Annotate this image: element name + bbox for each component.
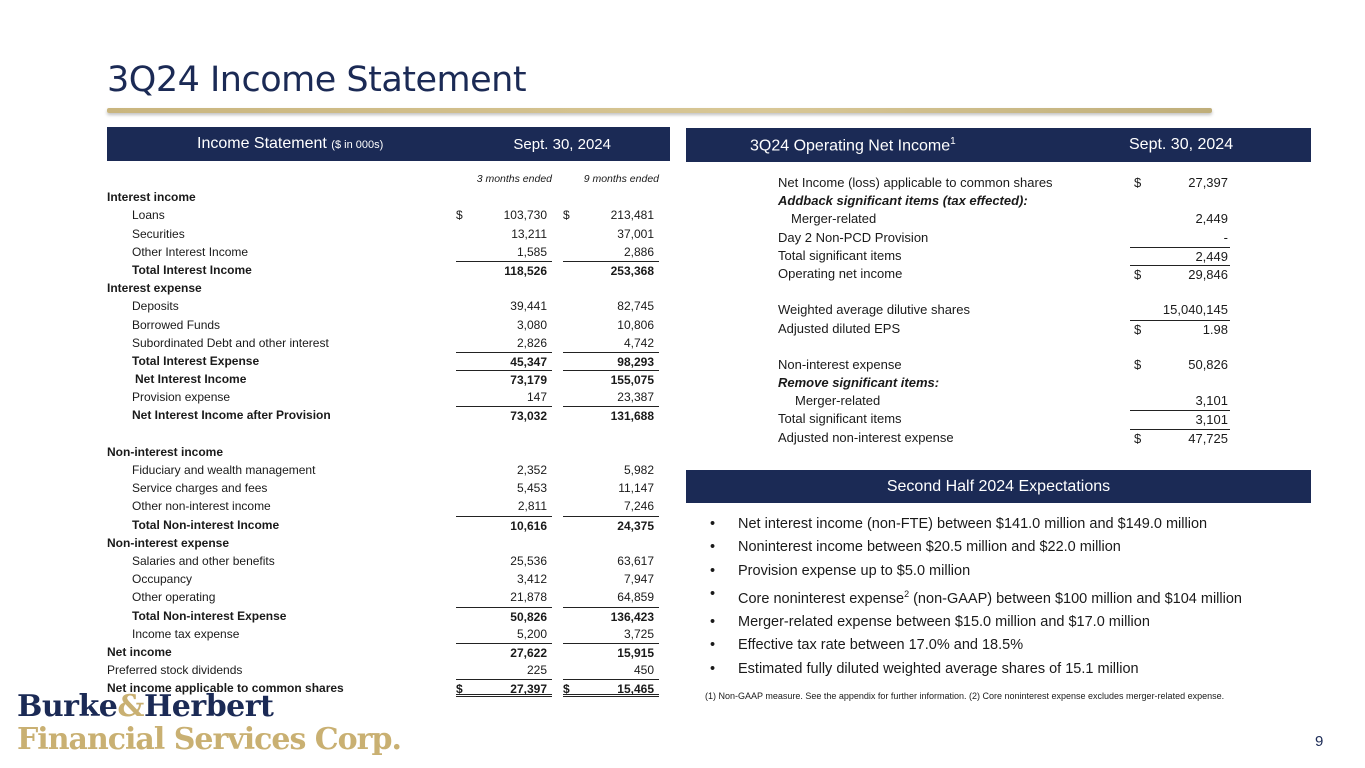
cell-value: 45,347 <box>510 354 547 369</box>
expectation-item: • Merger-related expense between $15.0 million and $17.0 million <box>710 611 1310 634</box>
value-9-months <box>563 497 659 515</box>
row-label: Occupancy <box>132 572 193 587</box>
expectation-text: Core noninterest expense <box>738 590 905 607</box>
operating-row <box>778 392 1230 410</box>
value-text: 3,101 <box>1195 412 1228 428</box>
logo-herbert: Herbert <box>143 689 274 724</box>
row-value <box>1130 192 1230 210</box>
logo-line-2: Financial Services Corp. <box>17 722 401 757</box>
row-label: Net income applicable to common shares <box>107 681 344 696</box>
income-statement-unit: ($ in 000s) <box>331 139 384 151</box>
cell-value: 2,811 <box>517 499 547 514</box>
operating-row <box>778 410 1230 428</box>
table-row <box>107 461 659 479</box>
expectation-item: • Provision expense up to $5.0 million <box>710 560 1310 583</box>
operating-row <box>778 192 1230 210</box>
value-9-months <box>563 352 659 370</box>
row-label: Weighted average dilutive shares <box>778 302 970 318</box>
value-9-months <box>563 188 659 206</box>
row-label: Merger-related <box>795 393 881 409</box>
table-row <box>107 261 659 279</box>
table-row <box>107 552 659 570</box>
operating-row <box>778 356 1230 374</box>
value-3-months <box>456 588 552 606</box>
table-row <box>107 388 659 406</box>
table-row <box>107 243 659 261</box>
company-logo <box>17 690 401 757</box>
value-9-months <box>563 443 659 461</box>
cell-value: 27,622 <box>510 645 547 660</box>
value-3-months <box>456 297 552 315</box>
operating-row <box>778 265 1230 283</box>
cell-value: 39,441 <box>510 299 547 314</box>
row-value <box>1130 210 1230 228</box>
cell-value: 2,826 <box>516 335 547 350</box>
row-value <box>1130 374 1230 392</box>
value-3-months <box>456 225 552 243</box>
cell-value: 15,915 <box>617 645 654 660</box>
row-label: Fiduciary and wealth management <box>132 463 316 477</box>
row-label: Merger-related <box>791 211 877 227</box>
table-row <box>107 316 659 334</box>
income-statement-date: Sept. 30, 2024 <box>513 135 611 153</box>
value-text: 1.98 <box>1202 321 1228 337</box>
row-value <box>1130 410 1230 428</box>
value-3-months <box>456 534 552 552</box>
row-label: Non-interest expense <box>778 356 902 372</box>
row-label: Non-interest income <box>107 444 224 459</box>
expectation-item <box>710 583 1310 611</box>
value-9-months <box>563 279 659 297</box>
value-3-months <box>456 461 552 479</box>
value-3-months <box>456 443 552 461</box>
value-3-months <box>456 479 552 497</box>
row-label: Total significant items <box>778 247 902 263</box>
row-label: Net Income (loss) applicable to common shares <box>778 175 1053 190</box>
row-label: Adjusted diluted EPS <box>778 320 901 336</box>
table-row <box>107 534 659 552</box>
table-row <box>107 570 659 588</box>
cell-value: 37,001 <box>617 226 654 241</box>
cell-value: 4,742 <box>623 335 654 350</box>
table-row <box>107 352 659 370</box>
expectation-item: • Estimated fully diluted weighted average shares of 15.1 million <box>710 658 1310 681</box>
row-label: Deposits <box>132 299 179 314</box>
row-label: Borrowed Funds <box>132 317 221 332</box>
row-label: Interest income <box>107 190 196 205</box>
cell-value: 155,075 <box>610 373 654 388</box>
cell-value: 2,352 <box>516 463 547 477</box>
row-label: Adjusted non-interest expense <box>778 429 954 445</box>
dollar-sign: $ <box>563 682 570 697</box>
value-9-months <box>563 261 659 279</box>
cell-value: 63,617 <box>617 553 654 568</box>
table-row <box>107 188 659 206</box>
row-label: Provision expense <box>132 390 231 405</box>
cell-value: 23,387 <box>617 390 654 405</box>
value-text: 47,725 <box>1188 430 1228 446</box>
dollar-sign: $ <box>456 682 463 697</box>
row-label: Other Interest Income <box>132 244 249 259</box>
value-3-months <box>456 388 552 406</box>
value-text: - <box>1223 229 1228 245</box>
logo-ampersand: & <box>117 689 144 724</box>
value-9-months <box>563 370 659 388</box>
table-row <box>107 334 659 352</box>
operating-income-title-text: 3Q24 Operating Net Income <box>750 137 951 155</box>
table-row <box>107 625 659 643</box>
income-statement-table <box>107 170 659 697</box>
cell-value: 50,826 <box>510 609 547 624</box>
operating-row <box>778 429 1230 447</box>
dollar-sign: $ <box>456 208 463 223</box>
value-text: 29,846 <box>1188 266 1228 282</box>
income-statement-header <box>107 127 670 161</box>
operating-income-date: Sept. 30, 2024 <box>1129 136 1234 153</box>
operating-row <box>778 338 1230 356</box>
value-9-months <box>563 334 659 352</box>
footnote-ref-2: 2 <box>904 588 910 599</box>
expectation-item: • Net interest income (non-FTE) between $141.0 million and $149.0 million <box>710 513 1310 536</box>
value-9-months <box>563 206 659 224</box>
row-label: Day 2 Non-PCD Provision <box>778 229 929 245</box>
dollar-sign: $ <box>1134 356 1142 372</box>
dollar-sign: $ <box>1134 266 1142 282</box>
income-statement-title <box>197 135 383 153</box>
table-row <box>107 425 659 443</box>
value-9-months <box>563 225 659 243</box>
footnote-ref-1: 1 <box>950 136 956 147</box>
cell-value: 25,536 <box>510 553 547 568</box>
value-9-months <box>563 607 659 625</box>
table-row <box>107 661 659 679</box>
row-value <box>1130 320 1230 338</box>
value-3-months <box>456 188 552 206</box>
table-row <box>107 406 659 424</box>
cell-value: 10,806 <box>617 317 654 332</box>
cell-value: 103,730 <box>503 208 547 223</box>
value-9-months <box>563 516 659 534</box>
page-title: 3Q24 Income Statement <box>107 60 527 100</box>
value-9-months <box>563 625 659 643</box>
row-value <box>1130 283 1230 301</box>
dollar-sign: $ <box>1134 175 1142 190</box>
cell-value: 7,947 <box>623 572 654 587</box>
cell-value: 147 <box>526 390 547 405</box>
logo-burke: Burke <box>17 689 118 724</box>
row-label: Net Interest Income <box>135 372 247 387</box>
cell-value: 3,412 <box>516 572 547 587</box>
title-underline <box>107 108 1212 113</box>
row-label: Total Non-interest Income <box>132 517 280 532</box>
table-row <box>107 479 659 497</box>
row-value <box>1130 265 1230 283</box>
expectations-list <box>710 513 1310 681</box>
table-row <box>107 588 659 606</box>
row-label: Interest expense <box>107 281 202 296</box>
row-label: Subordinated Debt and other interest <box>132 335 329 350</box>
row-label: Total Interest Income <box>132 262 252 277</box>
value-3-months <box>456 516 552 534</box>
value-9-months <box>563 388 659 406</box>
cell-value: 73,032 <box>510 409 547 424</box>
value-9-months <box>563 461 659 479</box>
value-3-months <box>456 316 552 334</box>
table-row <box>107 206 659 224</box>
operating-row <box>778 301 1230 319</box>
operating-row <box>778 210 1230 228</box>
expectation-item: • Effective tax rate between 17.0% and 18.5% <box>710 634 1310 657</box>
row-label: Service charges and fees <box>132 481 268 496</box>
row-label: Total Non-interest Expense <box>132 608 287 623</box>
page-number: 9 <box>1315 733 1324 750</box>
cell-value: 21,878 <box>510 590 547 605</box>
cell-value: 118,526 <box>504 263 547 278</box>
column-header-row <box>107 170 659 188</box>
cell-value: 1,585 <box>516 244 547 259</box>
value-3-months <box>456 370 552 388</box>
col-header-9-months: 9 months ended <box>583 173 659 185</box>
value-text: 3,101 <box>1195 393 1228 409</box>
value-3-months <box>456 243 552 261</box>
row-label: Total significant items <box>778 411 902 427</box>
row-label: Loans <box>132 208 165 223</box>
row-label: Remove significant items: <box>778 375 940 391</box>
expectation-item: • Noninterest income between $20.5 million and $22.0 million <box>710 536 1310 559</box>
row-label: Net Interest Income after Provision <box>132 408 331 423</box>
value-text: 2,449 <box>1195 211 1228 227</box>
value-3-months <box>456 570 552 588</box>
cell-value: 131,688 <box>610 409 654 424</box>
table-row <box>107 497 659 515</box>
row-value <box>1130 247 1230 265</box>
value-9-months <box>563 643 659 661</box>
value-9-months <box>563 552 659 570</box>
operating-row <box>778 247 1230 265</box>
cell-value: 27,397 <box>510 682 547 697</box>
cell-value: 253,368 <box>610 263 654 278</box>
value-text: 27,397 <box>1188 175 1228 190</box>
cell-value: 11,147 <box>618 481 654 496</box>
row-value <box>1130 174 1230 192</box>
cell-value: 2,886 <box>623 244 654 259</box>
row-label: Preferred stock dividends <box>107 663 243 678</box>
operating-income-title <box>750 136 956 155</box>
row-value <box>1130 429 1230 447</box>
cell-value: 213,481 <box>610 208 654 223</box>
value-9-months <box>563 316 659 334</box>
row-label: Net income <box>107 644 172 659</box>
dollar-sign: $ <box>1134 430 1142 446</box>
cell-value: 5,982 <box>623 463 654 477</box>
cell-value: 73,179 <box>510 373 547 388</box>
operating-row <box>778 229 1230 247</box>
cell-value: 5,200 <box>516 626 547 641</box>
cell-value: 7,246 <box>623 499 654 514</box>
value-text: 50,826 <box>1188 356 1228 372</box>
value-3-months <box>456 352 552 370</box>
cell-value: 5,453 <box>516 481 547 496</box>
row-label: Non-interest expense <box>107 535 230 550</box>
row-value <box>1130 229 1230 247</box>
cell-value: 13,211 <box>511 226 547 241</box>
cell-value: 225 <box>526 663 547 678</box>
expectation-text: (non-GAAP) between $100 million and $104 million <box>909 590 1242 607</box>
value-3-months <box>456 261 552 279</box>
operating-income-header <box>686 128 1311 162</box>
value-3-months <box>456 552 552 570</box>
row-value <box>1130 392 1230 410</box>
cell-value: 15,465 <box>617 682 654 697</box>
table-row <box>107 607 659 625</box>
row-label: Addback significant items (tax effected): <box>778 193 1028 209</box>
cell-value: 10,616 <box>510 518 547 533</box>
cell-value: 64,859 <box>617 590 654 605</box>
cell-value: 98,293 <box>617 354 654 369</box>
value-9-months <box>563 661 659 679</box>
table-row <box>107 370 659 388</box>
value-3-months <box>456 334 552 352</box>
expectations-header <box>686 470 1311 503</box>
value-3-months <box>456 643 552 661</box>
logo-line-1 <box>17 690 401 723</box>
value-3-months <box>456 661 552 679</box>
cell-value: 136,423 <box>610 609 654 624</box>
table-row <box>107 443 659 461</box>
row-label: Total Interest Expense <box>132 353 260 368</box>
income-statement-title-text: Income Statement <box>197 135 327 152</box>
cell-value: 450 <box>633 663 654 678</box>
table-row <box>107 297 659 315</box>
value-9-months <box>563 297 659 315</box>
table-row <box>107 516 659 534</box>
row-value <box>1130 301 1230 319</box>
table-row <box>107 225 659 243</box>
value-9-months <box>563 406 659 424</box>
value-3-months <box>456 406 552 424</box>
value-3-months <box>456 679 552 697</box>
footnote: (1) Non-GAAP measure. See the appendix for further information. (2) Core noninterest expense excludes merger-related expense. <box>705 691 1225 701</box>
row-label: Operating net income <box>778 265 903 281</box>
dollar-sign: $ <box>1134 321 1142 337</box>
row-value <box>1130 356 1230 374</box>
cell-value: 82,745 <box>617 299 654 314</box>
value-9-months <box>563 243 659 261</box>
operating-row <box>778 174 1230 192</box>
row-label: Other operating <box>132 590 216 605</box>
dollar-sign: $ <box>563 208 570 223</box>
row-label: Other non-interest income <box>132 499 271 514</box>
operating-income-table <box>778 174 1230 447</box>
value-9-months <box>563 479 659 497</box>
table-row <box>107 279 659 297</box>
value-9-months <box>563 679 659 697</box>
value-3-months <box>456 206 552 224</box>
value-3-months <box>456 497 552 515</box>
value-3-months <box>456 607 552 625</box>
value-3-months <box>456 625 552 643</box>
col-header-3-months: 3 months ended <box>476 173 552 185</box>
operating-row <box>778 374 1230 392</box>
row-label: Salaries and other benefits <box>132 553 275 568</box>
value-9-months <box>563 534 659 552</box>
value-text: 2,449 <box>1195 248 1228 264</box>
cell-value: 24,375 <box>617 518 654 533</box>
row-value <box>1130 338 1230 356</box>
value-text: 15,040,145 <box>1162 302 1228 318</box>
value-9-months <box>563 425 659 443</box>
value-3-months <box>456 425 552 443</box>
operating-row <box>778 283 1230 301</box>
cell-value: 3,080 <box>516 317 547 332</box>
row-label: Securities <box>132 226 185 241</box>
cell-value: 3,725 <box>623 626 654 641</box>
expectations-title: Second Half 2024 Expectations <box>886 478 1111 495</box>
row-label: Income tax expense <box>132 626 240 641</box>
table-row <box>107 643 659 661</box>
value-9-months <box>563 570 659 588</box>
value-3-months <box>456 279 552 297</box>
value-9-months <box>563 588 659 606</box>
operating-row <box>778 320 1230 338</box>
